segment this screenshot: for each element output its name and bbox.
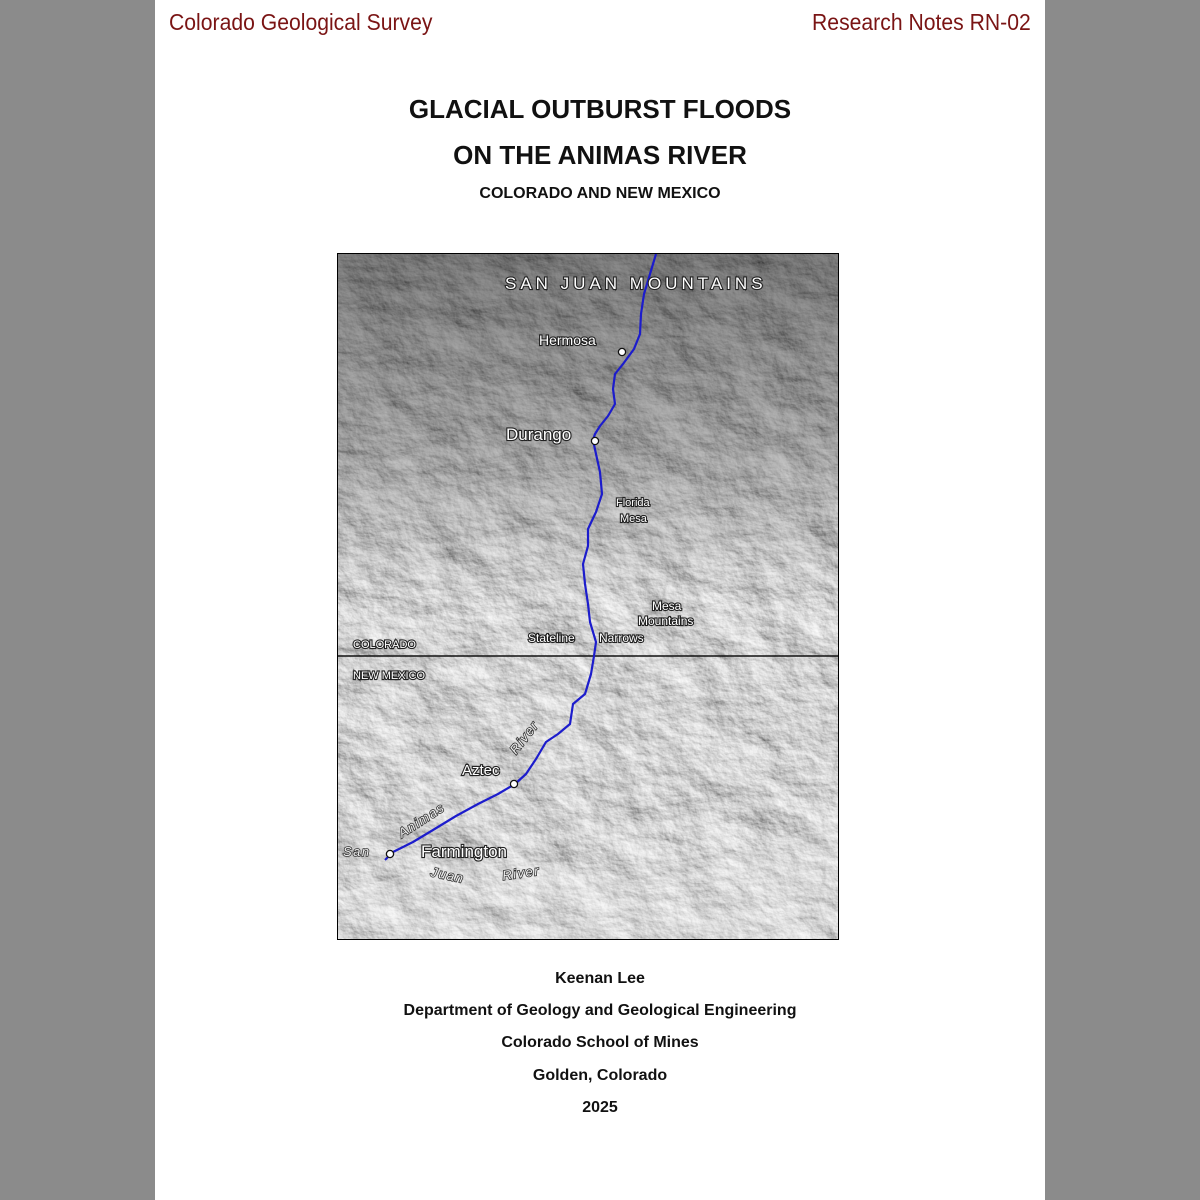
narrows-label: Narrows (599, 631, 644, 645)
mesa-label: Mesa (620, 513, 647, 525)
title-line-2: ON THE ANIMAS RIVER (453, 140, 747, 170)
school: Colorado School of Mines (501, 1034, 699, 1051)
san-juan-label-juan: Juan (429, 864, 466, 887)
farmington-label: Farmington (421, 842, 507, 861)
colorado-label: COLORADO (353, 639, 416, 651)
year: 2025 (582, 1099, 618, 1116)
mesa-mountains-label-2: Mountains (638, 614, 694, 628)
durango-label: Durango (506, 425, 572, 444)
florida-label: Florida (616, 497, 650, 509)
durango-marker (591, 437, 598, 444)
publisher-header: Colorado Geological Survey (169, 9, 433, 35)
aztec-label: Aztec (462, 762, 500, 779)
san-juan-label-river: River (501, 862, 541, 883)
hillshade-map (337, 253, 839, 940)
stateline-label: Stateline (528, 631, 575, 645)
mesa-mountains-label-1: Mesa (652, 599, 682, 613)
author: Keenan Lee (555, 970, 645, 987)
animas-river-label-2: River (506, 717, 542, 757)
hermosa-label: Hermosa (539, 332, 596, 348)
new-mexico-label: NEW MEXICO (353, 670, 426, 682)
animas-river-label: Animas (395, 799, 448, 841)
san-juan-label-san: San (343, 844, 371, 859)
aztec-marker (510, 780, 517, 787)
farmington-marker (386, 850, 393, 857)
title-line-1: GLACIAL OUTBURST FLOODS (408, 94, 792, 124)
department: Department of Geology and Geological Engineering (403, 1002, 797, 1019)
series-header: Research Notes RN-02 (812, 9, 1031, 35)
mountain-shading (338, 254, 838, 939)
subtitle: COLORADO AND NEW MEXICO (479, 185, 721, 202)
hermosa-marker (618, 348, 625, 355)
location: Golden, Colorado (532, 1067, 668, 1084)
title-page (155, 0, 1045, 1200)
region-label: SAN JUAN MOUNTAINS (505, 274, 767, 293)
